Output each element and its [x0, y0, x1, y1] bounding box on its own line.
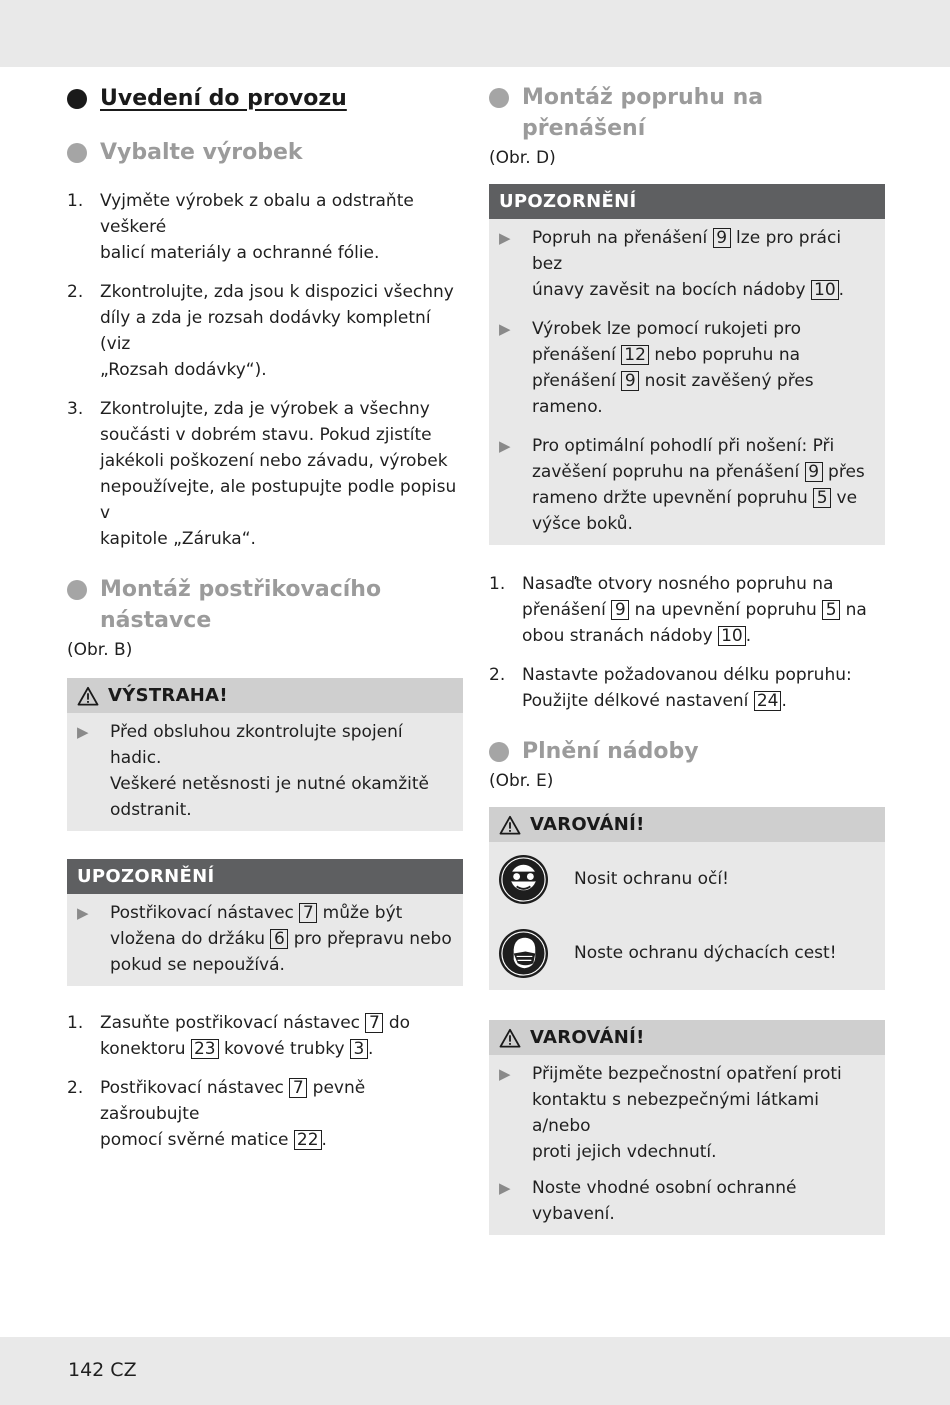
- figure-reference: (Obr. D): [489, 148, 556, 168]
- main-heading: Uvedení do provozu: [67, 86, 463, 111]
- bullet-dot-icon: [489, 88, 509, 108]
- figure-reference: (Obr. E): [489, 771, 554, 791]
- warning-box: [67, 678, 463, 831]
- part-number: 7: [289, 1078, 307, 1098]
- part-number: 10: [811, 280, 839, 300]
- warning-box: [489, 1020, 885, 1235]
- part-number: 5: [822, 600, 840, 620]
- left-column: [67, 82, 463, 1153]
- part-number: 3: [350, 1039, 368, 1059]
- section-heading-strap: Montáž popruhu na přenášení: [489, 82, 885, 144]
- section-heading-nozzle: Montáž postřikovacího nástavce: [67, 574, 463, 636]
- part-number: 9: [713, 228, 731, 248]
- part-number: 22: [294, 1130, 322, 1150]
- part-number: 9: [805, 462, 823, 482]
- warning-box-ppe: [489, 807, 885, 990]
- arrow-bullet-icon: ▶: [77, 723, 89, 741]
- bullet-item: ▶ Před obsluhou zkontrolujte spojení hadic. Veškeré netěsnosti je nutné okamžitě odstranit.: [77, 719, 453, 823]
- nozzle-steps: [67, 1010, 463, 1153]
- part-number: 6: [270, 929, 288, 949]
- warning-triangle-icon: [499, 815, 521, 835]
- bullet-dot-icon: [489, 742, 509, 762]
- bullet-dot-icon: [67, 143, 87, 163]
- unpack-steps: [67, 188, 463, 552]
- warning-header: VAROVÁNÍ!: [489, 1020, 885, 1055]
- part-number: 9: [611, 600, 629, 620]
- ppe-row: Nosit ochranu očí!: [489, 842, 885, 916]
- eye-protection-icon: [498, 854, 549, 905]
- bullet-item: ▶ Popruh na přenášení 9 lze pro práci bez únavy zavěsit na bocích nádoby 10 .: [499, 225, 875, 303]
- warning-triangle-icon: [499, 1028, 521, 1048]
- part-number: 7: [365, 1013, 383, 1033]
- respiratory-protection-icon: [498, 928, 549, 979]
- list-item: 2. Nastavte požadovanou délku popruhu: Použijte délkové nastavení 24 .: [489, 665, 852, 711]
- bullet-item: ▶ Přijměte bezpečnostní opatření proti kontaktu s nebezpečnými látkami a/nebo proti jejich vdechnutí.: [499, 1061, 875, 1165]
- arrow-bullet-icon: ▶: [499, 320, 511, 338]
- part-number: 23: [191, 1039, 219, 1059]
- list-item: 3. Zkontrolujte, zda je výrobek a všechny součásti v dobrém stavu. Pokud zjistíte jakékoli poškození nebo závadu, výrobek nepoužívejte, ale postupujte podle popisu v kapitole „Záruka“.: [67, 399, 457, 549]
- bullet-dot-icon: [67, 89, 87, 109]
- arrow-bullet-icon: ▶: [499, 437, 511, 455]
- top-band: [0, 0, 950, 67]
- right-column: [489, 82, 885, 1235]
- part-number: 24: [754, 691, 782, 711]
- note-header: UPOZORNĚNÍ: [489, 184, 885, 219]
- bullet-item: ▶ Noste vhodné osobní ochranné vybavení.: [499, 1175, 875, 1227]
- bullet-item: ▶ Výrobek lze pomocí rukojeti pro přenášení 12 nebo popruhu na přenášení 9 nosit zavěšený přes rameno.: [499, 316, 875, 420]
- part-number: 5: [813, 488, 831, 508]
- bullet-item: ▶ Postřikovací nástavec 7 může být vložena do držáku 6 pro přepravu nebo pokud se nepoužívá.: [77, 900, 453, 978]
- arrow-bullet-icon: ▶: [499, 1065, 511, 1083]
- part-number: 12: [621, 345, 649, 365]
- bottom-band: [0, 1337, 950, 1405]
- note-box: [489, 184, 885, 545]
- page-number: 142 CZ: [68, 1359, 137, 1381]
- arrow-bullet-icon: ▶: [499, 229, 511, 247]
- part-number: 10: [718, 626, 746, 646]
- part-number: 9: [621, 371, 639, 391]
- arrow-bullet-icon: ▶: [499, 1179, 511, 1197]
- ppe-row: Noste ochranu dýchacích cest!: [489, 916, 885, 990]
- list-item: 1. Nasaďte otvory nosného popruhu na přenášení 9 na upevnění popruhu 5 na obou stranách nádoby 10 .: [489, 574, 867, 646]
- note-box: [67, 859, 463, 986]
- warning-header: VÝSTRAHA!: [67, 678, 463, 713]
- list-item: 1. Zasuňte postřikovací nástavec 7 do konektoru 23 kovové trubky 3 .: [67, 1013, 411, 1059]
- bullet-dot-icon: [67, 580, 87, 600]
- section-heading-fill: Plnění nádoby: [489, 736, 885, 767]
- warning-triangle-icon: [77, 686, 99, 706]
- warning-header: VAROVÁNÍ!: [489, 807, 885, 842]
- figure-reference: (Obr. B): [67, 640, 133, 660]
- arrow-bullet-icon: ▶: [77, 904, 89, 922]
- note-header: UPOZORNĚNÍ: [67, 859, 463, 894]
- part-number: 7: [299, 903, 317, 923]
- strap-steps: [489, 571, 885, 714]
- bullet-item: ▶ Pro optimální pohodlí při nošení: Při zavěšení popruhu na přenášení 9 přes rameno držte upevnění popruhu 5 ve výšce boků.: [499, 433, 875, 537]
- list-item: 2. Zkontrolujte, zda jsou k dispozici všechny díly a zda je rozsah dodávky kompletní (viz „Rozsah dodávky“).: [67, 282, 454, 380]
- section-heading-unpack: Vybalte výrobek: [67, 137, 463, 168]
- list-item: 1. Vyjměte výrobek z obalu a odstraňte veškeré balicí materiály a ochranné fólie.: [67, 191, 414, 263]
- list-item: 2. Postřikovací nástavec 7 pevně zašroubujte pomocí svěrné matice 22 .: [67, 1078, 366, 1150]
